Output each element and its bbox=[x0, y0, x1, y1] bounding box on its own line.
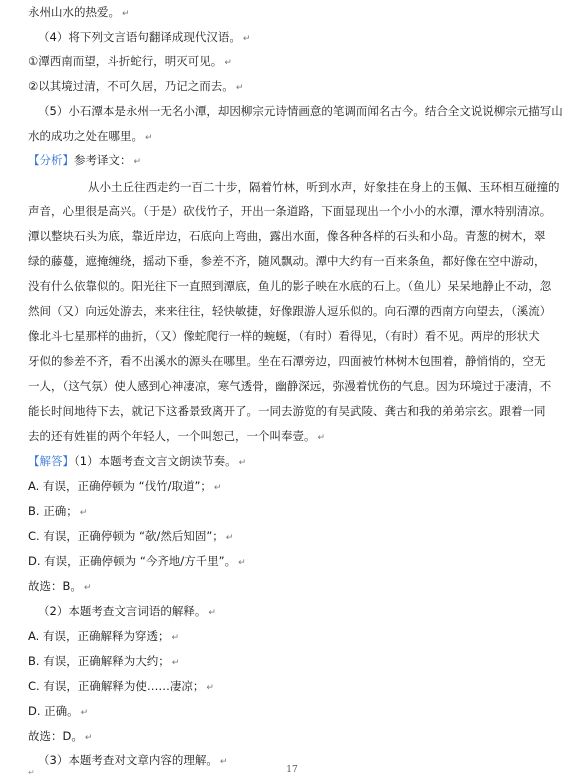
answer-tag: 【解答】 bbox=[28, 454, 74, 468]
translation-line: 绿的藤蔓，遮掩缠绕，摇动下垂，参差不齐，随风飘动。潭中大约有一百来条鱼，都好像在空中游动， bbox=[28, 254, 546, 268]
translation-line: 从小土丘往西走约一百二十步，隔着竹林，听到水声，好象挂在身上的玉佩、玉环相互碰撞的 bbox=[88, 180, 560, 194]
answer-option-b: B. 有误，正确解释为大约； ↵ bbox=[28, 654, 180, 668]
footer-paragraph-mark: ↵ bbox=[28, 768, 35, 777]
answer-choice: 故选：B。 ↵ bbox=[28, 579, 92, 593]
translation-line: 像北斗七星那样的曲折，（又）像蛇爬行一样的蜿蜒，（有时）看得见，（有时）看不见。两岸的形状犬 bbox=[28, 329, 540, 343]
analysis-tag: 【分析】 bbox=[28, 153, 74, 167]
answer-option-d: D. 正确。 ↵ bbox=[28, 704, 89, 718]
question-3-heading: （3）本题考查对文章内容的理解。 ↵ bbox=[38, 753, 228, 767]
translation-line: 牙似的参差不齐，看不出溪水的源头在哪里。坐在石潭旁边，四面被竹林树木包围着，静悄悄的，空无 bbox=[28, 354, 546, 368]
question-2-heading: （2）本题考查文言词语的解释。 ↵ bbox=[38, 604, 216, 618]
translation-line: 能长时间地待下去，就记下这番景致离开了。一同去游览的有吴武陵、龚古和我的弟弟宗玄。跟着一同 bbox=[28, 404, 546, 418]
question-4-heading: （4）将下列文言语句翻译成现代汉语。 ↵ bbox=[38, 30, 251, 44]
translation-line: 一人，（这气氛）使人感到心神凄凉，寒气透骨，幽静深远，弥漫着忧伤的气息。因为环境过于凄清，不 bbox=[28, 379, 552, 393]
question-5-continued: 水的成功之处在哪里。 ↵ bbox=[28, 129, 153, 143]
translation-line: 没有什么依靠似的。阳光往下一直照到潭底，鱼儿的影子映在水底的石上。（鱼儿）呆呆地静止不动，忽 bbox=[28, 279, 552, 293]
analysis-heading: 【分析】参考译文： ↵ bbox=[28, 153, 142, 167]
answer-option-a: A. 有误，正确解释为穿透； ↵ bbox=[28, 629, 180, 643]
sentence-2: ②以其境过清，不可久居，乃记之而去。 ↵ bbox=[28, 79, 244, 93]
translation-line: 声音，心里很是高兴。（于是）砍伐竹子，开出一条道路，下面显现出一个小小的水潭，潭水特别清凉。 bbox=[28, 204, 552, 218]
answer-option-d: D. 有误，正确停顿为 “今齐地/方千里”。 ↵ bbox=[28, 554, 246, 568]
answer-heading: 【解答】（1）本题考查文言文朗读节奏。 ↵ bbox=[28, 454, 247, 468]
translation-line: 潭以整块石头为底，靠近岸边，石底向上弯曲，露出水面，像各种各样的石头和小岛。青葱的树木，翠 bbox=[28, 229, 546, 243]
page-number: 17 bbox=[286, 765, 298, 775]
sentence-1: ①潭西南而望，斗折蛇行，明灭可见。 ↵ bbox=[28, 54, 232, 68]
question-5-heading: （5）小石潭本是永州一无名小潭，却因柳宗元诗情画意的笔调而闻名古今。结合全文说说柳宗元描写山 bbox=[38, 104, 563, 118]
answer-option-a: A. 有误，正确停顿为 “伐竹/取道”； ↵ bbox=[28, 479, 222, 493]
translation-line: 然间（又）向远处游去，来来往往，轻快敏捷，好像跟游人逗乐似的。向石潭的西南方向望去，（溪流） bbox=[28, 304, 552, 318]
answer-choice: 故选：D。 ↵ bbox=[28, 729, 93, 743]
answer-option-b: B. 正确； ↵ bbox=[28, 504, 88, 518]
text-line: 永州山水的热爱。 ↵ bbox=[28, 5, 130, 19]
translation-line: 去的还有姓崔的两个年轻人，一个叫恕己，一个叫奉壹。 ↵ bbox=[28, 429, 326, 443]
answer-option-c: C. 有误，正确解释为使……凄凉； ↵ bbox=[28, 679, 214, 693]
answer-option-c: C. 有误，正确停顿为 “欹/然后知固”； ↵ bbox=[28, 529, 234, 543]
